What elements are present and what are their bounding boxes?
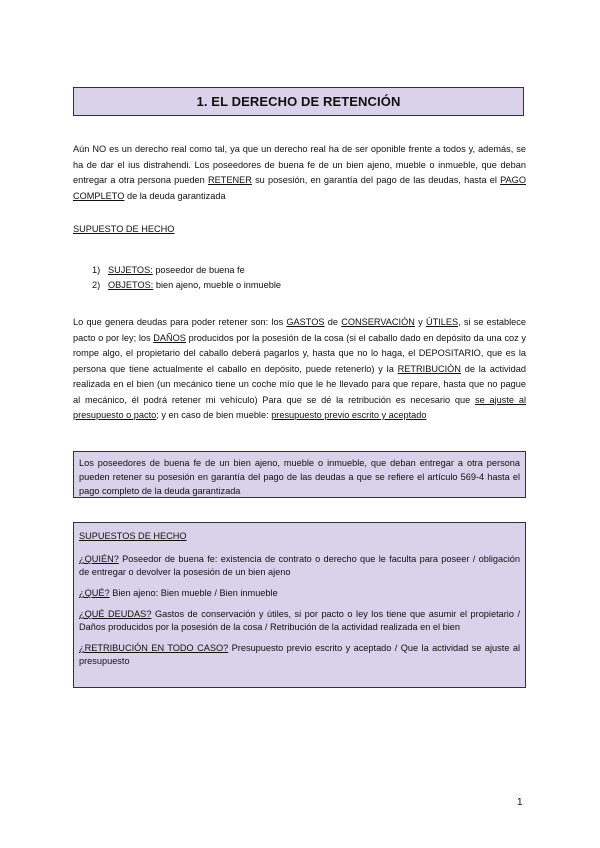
list-item [92, 263, 281, 278]
summary-answer: Poseedor de buena fe: existencia de contrato o derecho que le faculta para poseer / obligación de entregar o devolver la posesión de un bien ajeno [79, 554, 520, 577]
supuesto-heading: SUPUESTO DE HECHO [73, 224, 175, 234]
summary-question: ¿RETRIBUCIÓN EN TODO CASO? [79, 643, 229, 653]
subjects-objects-list [92, 263, 281, 293]
retribucion-term: RETRIBUCIÓN [397, 363, 461, 374]
article-quote-box [73, 451, 526, 498]
list-text: bien ajeno, mueble o inmueble [153, 280, 281, 290]
presupuesto-term: presupuesto previo escrito y aceptado [271, 410, 427, 420]
list-text: poseedor de buena fe [152, 265, 245, 275]
deudas-text: de la actividad realizada en el bien (un mecánico tiene un coche mío que le he llevado para que repare, hasta que no pague al mecánico, él podrá retener mi vehículo) Para que se dé la retribución es necesario que [73, 363, 526, 405]
supuestos-summary-box [73, 522, 526, 688]
summary-question: ¿QUÉ DEUDAS? [79, 609, 152, 619]
deudas-text: , si se establece pacto o por ley; los [73, 317, 526, 343]
summary-answer: Gastos de conservación y útiles, si por pacto o ley los tiene que asumir el propietario / Daños producidos por la posesión de la cosa / Retribución de la actividad realizada en el bien [79, 609, 520, 632]
section-title [73, 87, 524, 116]
intro-text-3: de la deuda garantizada [124, 190, 226, 201]
danos-term: DAÑOS [153, 332, 186, 343]
article-quote-text: Los poseedores de buena fe de un bien ajeno, mueble o inmueble, que deban entregar a otra persona pueden retener su posesión en garantía del pago de las deudas a que se refiere el artículo 569-4 hasta el pago completo de la deuda garantizada [79, 458, 520, 496]
list-item [92, 278, 281, 293]
conservacion-term: CONSERVACIÓN [341, 317, 415, 327]
list-label: SUJETOS: [108, 265, 153, 275]
summary-item [79, 587, 520, 600]
intro-text-1: Aún NO es un derecho real como tal, ya que un derecho real ha de ser oponible frente a todos y, además, se ha de dar el ius distrahendi. Los poseedores de buena fe de un bien ajeno, mueble o inmueble, que deban entregar a otra persona pueden [73, 144, 526, 185]
deudas-text: de [324, 317, 342, 327]
summary-item [79, 642, 520, 668]
deudas-text: producidos por la posesión de la cosa (si el caballo dado en depósito da una coz y rompe algo, el propietario del caballo deberá pagarlos y, hasta que no lo haga, el DEPOSITARIO, que es la persona que tiene actualmente el caballo en depósito, puede retenerlo) y la [73, 332, 526, 374]
deudas-text: Lo que genera deudas para poder retener son: los [73, 317, 287, 327]
intro-paragraph [73, 142, 526, 204]
intro-text-2: su posesión, en garantía del pago de las deudas, hasta el [251, 175, 501, 185]
retener-term: RETENER [207, 175, 252, 185]
ajuste-term: se ajuste al presupuesto o pacto [73, 394, 526, 420]
pago-completo-term: PAGO COMPLETO [73, 175, 526, 201]
page-number: 1 [517, 797, 523, 808]
summary-answer: Presupuesto previo escrito y aceptado / Que la actividad se ajuste al presupuesto [79, 643, 520, 666]
summary-heading: SUPUESTOS DE HECHO [79, 531, 187, 541]
utiles-term: ÚTILES [425, 317, 459, 327]
summary-item [79, 608, 520, 634]
list-number: 1) [92, 265, 101, 275]
list-number: 2) [92, 280, 101, 290]
gastos-term: GASTOS [286, 317, 325, 327]
deudas-paragraph [73, 315, 526, 424]
section-title-text: 1. EL DERECHO DE RETENCIÓN [196, 94, 401, 109]
summary-answer: Bien ajeno: Bien mueble / Bien inmueble [109, 588, 278, 598]
summary-item [79, 553, 520, 579]
list-label: OBJETOS: [108, 280, 154, 290]
deudas-text: y [414, 317, 426, 327]
summary-question: ¿QUIÉN? [79, 554, 119, 564]
summary-question: ¿QUÉ? [79, 588, 110, 598]
deudas-text: ; y en caso de bien mueble: [156, 410, 272, 420]
